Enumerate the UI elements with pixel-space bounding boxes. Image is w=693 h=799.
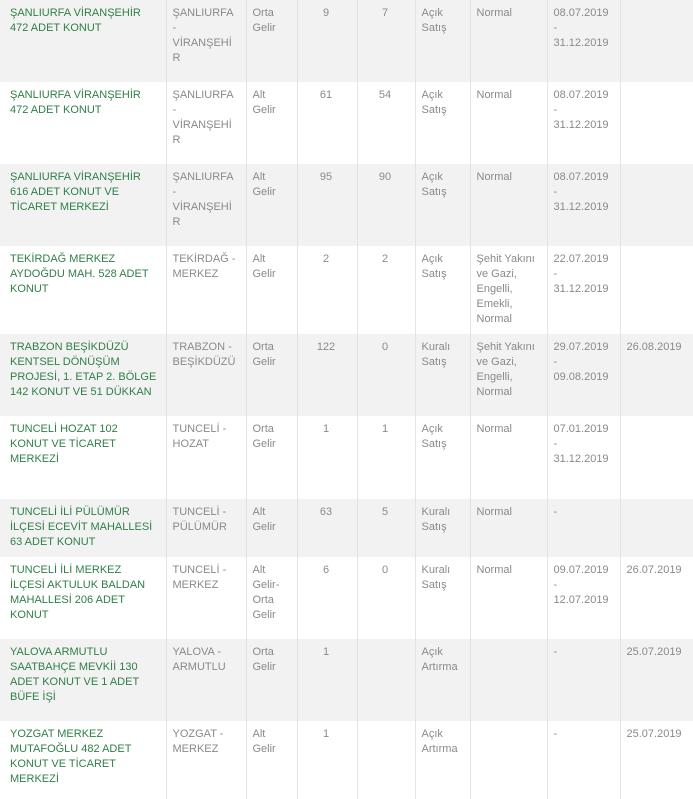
application-dates: 08.07.2019 - 31.12.2019 — [547, 0, 620, 82]
sale-type: Kuralı Satış — [415, 334, 470, 416]
unit-count: 1 — [297, 721, 357, 799]
applicant-group: Normal — [470, 557, 547, 639]
remaining-count — [357, 639, 415, 721]
application-dates: 22.07.2019 - 31.12.2019 — [547, 246, 620, 334]
table-row — [0, 499, 693, 557]
unit-count: 9 — [297, 0, 357, 82]
location: TRABZON - BEŞİKDÜZÜ — [166, 334, 246, 416]
application-dates: 08.07.2019 - 31.12.2019 — [547, 164, 620, 246]
applicant-group: Normal — [470, 0, 547, 82]
unit-count: 1 — [297, 416, 357, 499]
sale-type: Açık Satış — [415, 246, 470, 334]
applicant-group: Normal — [470, 82, 547, 164]
sale-type: Kuralı Satış — [415, 557, 470, 639]
income-group: Alt Gelir-Orta Gelir — [246, 557, 297, 639]
remaining-count: 0 — [357, 557, 415, 639]
applicant-group: Normal — [470, 499, 547, 557]
table-row — [0, 639, 693, 721]
sale-type: Açık Satış — [415, 416, 470, 499]
project-name[interactable]: TUNCELİ HOZAT 102 KONUT VE TİCARET MERKEZİ — [0, 416, 166, 499]
project-name[interactable]: TUNCELİ İLİ PÜLÜMÜR İLÇESİ ECEVİT MAHALLESİ 63 ADET KONUT — [0, 499, 166, 557]
remaining-count: 54 — [357, 82, 415, 164]
application-dates: - — [547, 721, 620, 799]
remaining-count: 1 — [357, 416, 415, 499]
location: TEKİRDAĞ - MERKEZ — [166, 246, 246, 334]
income-group: Alt Gelir — [246, 164, 297, 246]
project-name[interactable]: ŞANLIURFA VİRANŞEHİR 472 ADET KONUT — [0, 0, 166, 82]
income-group: Alt Gelir — [246, 82, 297, 164]
location: YOZGAT - MERKEZ — [166, 721, 246, 799]
location: ŞANLIURFA - VİRANŞEHİR — [166, 82, 246, 164]
draw-date: 25.07.2019 — [620, 721, 693, 799]
draw-date — [620, 0, 693, 82]
table-row — [0, 246, 693, 334]
project-name[interactable]: YOZGAT MERKEZ MUTAFOĞLU 482 ADET KONUT VE TİCARET MERKEZİ — [0, 721, 166, 799]
location: ŞANLIURFA - VİRANŞEHİR — [166, 0, 246, 82]
application-dates: 07.01.2019 - 31.12.2019 — [547, 416, 620, 499]
draw-date — [620, 499, 693, 557]
table-row — [0, 557, 693, 639]
location: ŞANLIURFA - VİRANŞEHİR — [166, 164, 246, 246]
table-row — [0, 721, 693, 799]
sale-type: Açık Satış — [415, 164, 470, 246]
draw-date: 26.08.2019 — [620, 334, 693, 416]
application-dates: 29.07.2019 - 09.08.2019 — [547, 334, 620, 416]
applicant-group: Normal — [470, 416, 547, 499]
applicant-group: Şehit Yakını ve Gazi, Engelli, Normal — [470, 334, 547, 416]
table-row — [0, 164, 693, 246]
draw-date: 26.07.2019 — [620, 557, 693, 639]
income-group: Orta Gelir — [246, 0, 297, 82]
project-name[interactable]: TUNCELİ İLİ MERKEZ İLÇESİ AKTULUK BALDAN MAHALLESİ 206 ADET KONUT — [0, 557, 166, 639]
sale-type: Açık Artırma — [415, 721, 470, 799]
applicant-group — [470, 721, 547, 799]
application-dates: - — [547, 639, 620, 721]
income-group: Alt Gelir — [246, 499, 297, 557]
draw-date — [620, 164, 693, 246]
location: TUNCELİ - MERKEZ — [166, 557, 246, 639]
project-name[interactable]: ŞANLIURFA VİRANŞEHİR 616 ADET KONUT VE TİCARET MERKEZİ — [0, 164, 166, 246]
income-group: Orta Gelir — [246, 416, 297, 499]
project-name[interactable]: TRABZON BEŞİKDÜZÜ KENTSEL DÖNÜŞÜM PROJESİ, 1. ETAP 2. BÖLGE 142 KONUT VE 51 DÜKKAN — [0, 334, 166, 416]
remaining-count — [357, 721, 415, 799]
location: TUNCELİ - PÜLÜMÜR — [166, 499, 246, 557]
application-dates: 09.07.2019 - 12.07.2019 — [547, 557, 620, 639]
remaining-count: 7 — [357, 0, 415, 82]
income-group: Orta Gelir — [246, 639, 297, 721]
project-name[interactable]: YALOVA ARMUTLU SAATBAHÇE MEVKİİ 130 ADET KONUT VE 1 ADET BÜFE İŞİ — [0, 639, 166, 721]
remaining-count: 2 — [357, 246, 415, 334]
project-name[interactable]: ŞANLIURFA VİRANŞEHİR 472 ADET KONUT — [0, 82, 166, 164]
table-row — [0, 82, 693, 164]
draw-date — [620, 82, 693, 164]
remaining-count: 0 — [357, 334, 415, 416]
applicant-group — [470, 639, 547, 721]
sale-type: Açık Artırma — [415, 639, 470, 721]
table-row — [0, 0, 693, 82]
application-dates: 08.07.2019 - 31.12.2019 — [547, 82, 620, 164]
draw-date — [620, 246, 693, 334]
unit-count: 1 — [297, 639, 357, 721]
draw-date — [620, 416, 693, 499]
sale-type: Kuralı Satış — [415, 499, 470, 557]
unit-count: 63 — [297, 499, 357, 557]
remaining-count: 90 — [357, 164, 415, 246]
draw-date: 25.07.2019 — [620, 639, 693, 721]
application-dates: - — [547, 499, 620, 557]
unit-count: 122 — [297, 334, 357, 416]
project-name[interactable]: TEKİRDAĞ MERKEZ AYDOĞDU MAH. 528 ADET KONUT — [0, 246, 166, 334]
income-group: Orta Gelir — [246, 334, 297, 416]
applicant-group: Normal — [470, 164, 547, 246]
location: TUNCELİ - HOZAT — [166, 416, 246, 499]
income-group: Alt Gelir — [246, 721, 297, 799]
unit-count: 95 — [297, 164, 357, 246]
table-row — [0, 334, 693, 416]
table-row — [0, 416, 693, 499]
unit-count: 2 — [297, 246, 357, 334]
unit-count: 61 — [297, 82, 357, 164]
location: YALOVA - ARMUTLU — [166, 639, 246, 721]
sale-type: Açık Satış — [415, 82, 470, 164]
unit-count: 6 — [297, 557, 357, 639]
applicant-group: Şehit Yakını ve Gazi, Engelli, Emekli, Normal — [470, 246, 547, 334]
income-group: Alt Gelir — [246, 246, 297, 334]
sale-type: Açık Satış — [415, 0, 470, 82]
remaining-count: 5 — [357, 499, 415, 557]
